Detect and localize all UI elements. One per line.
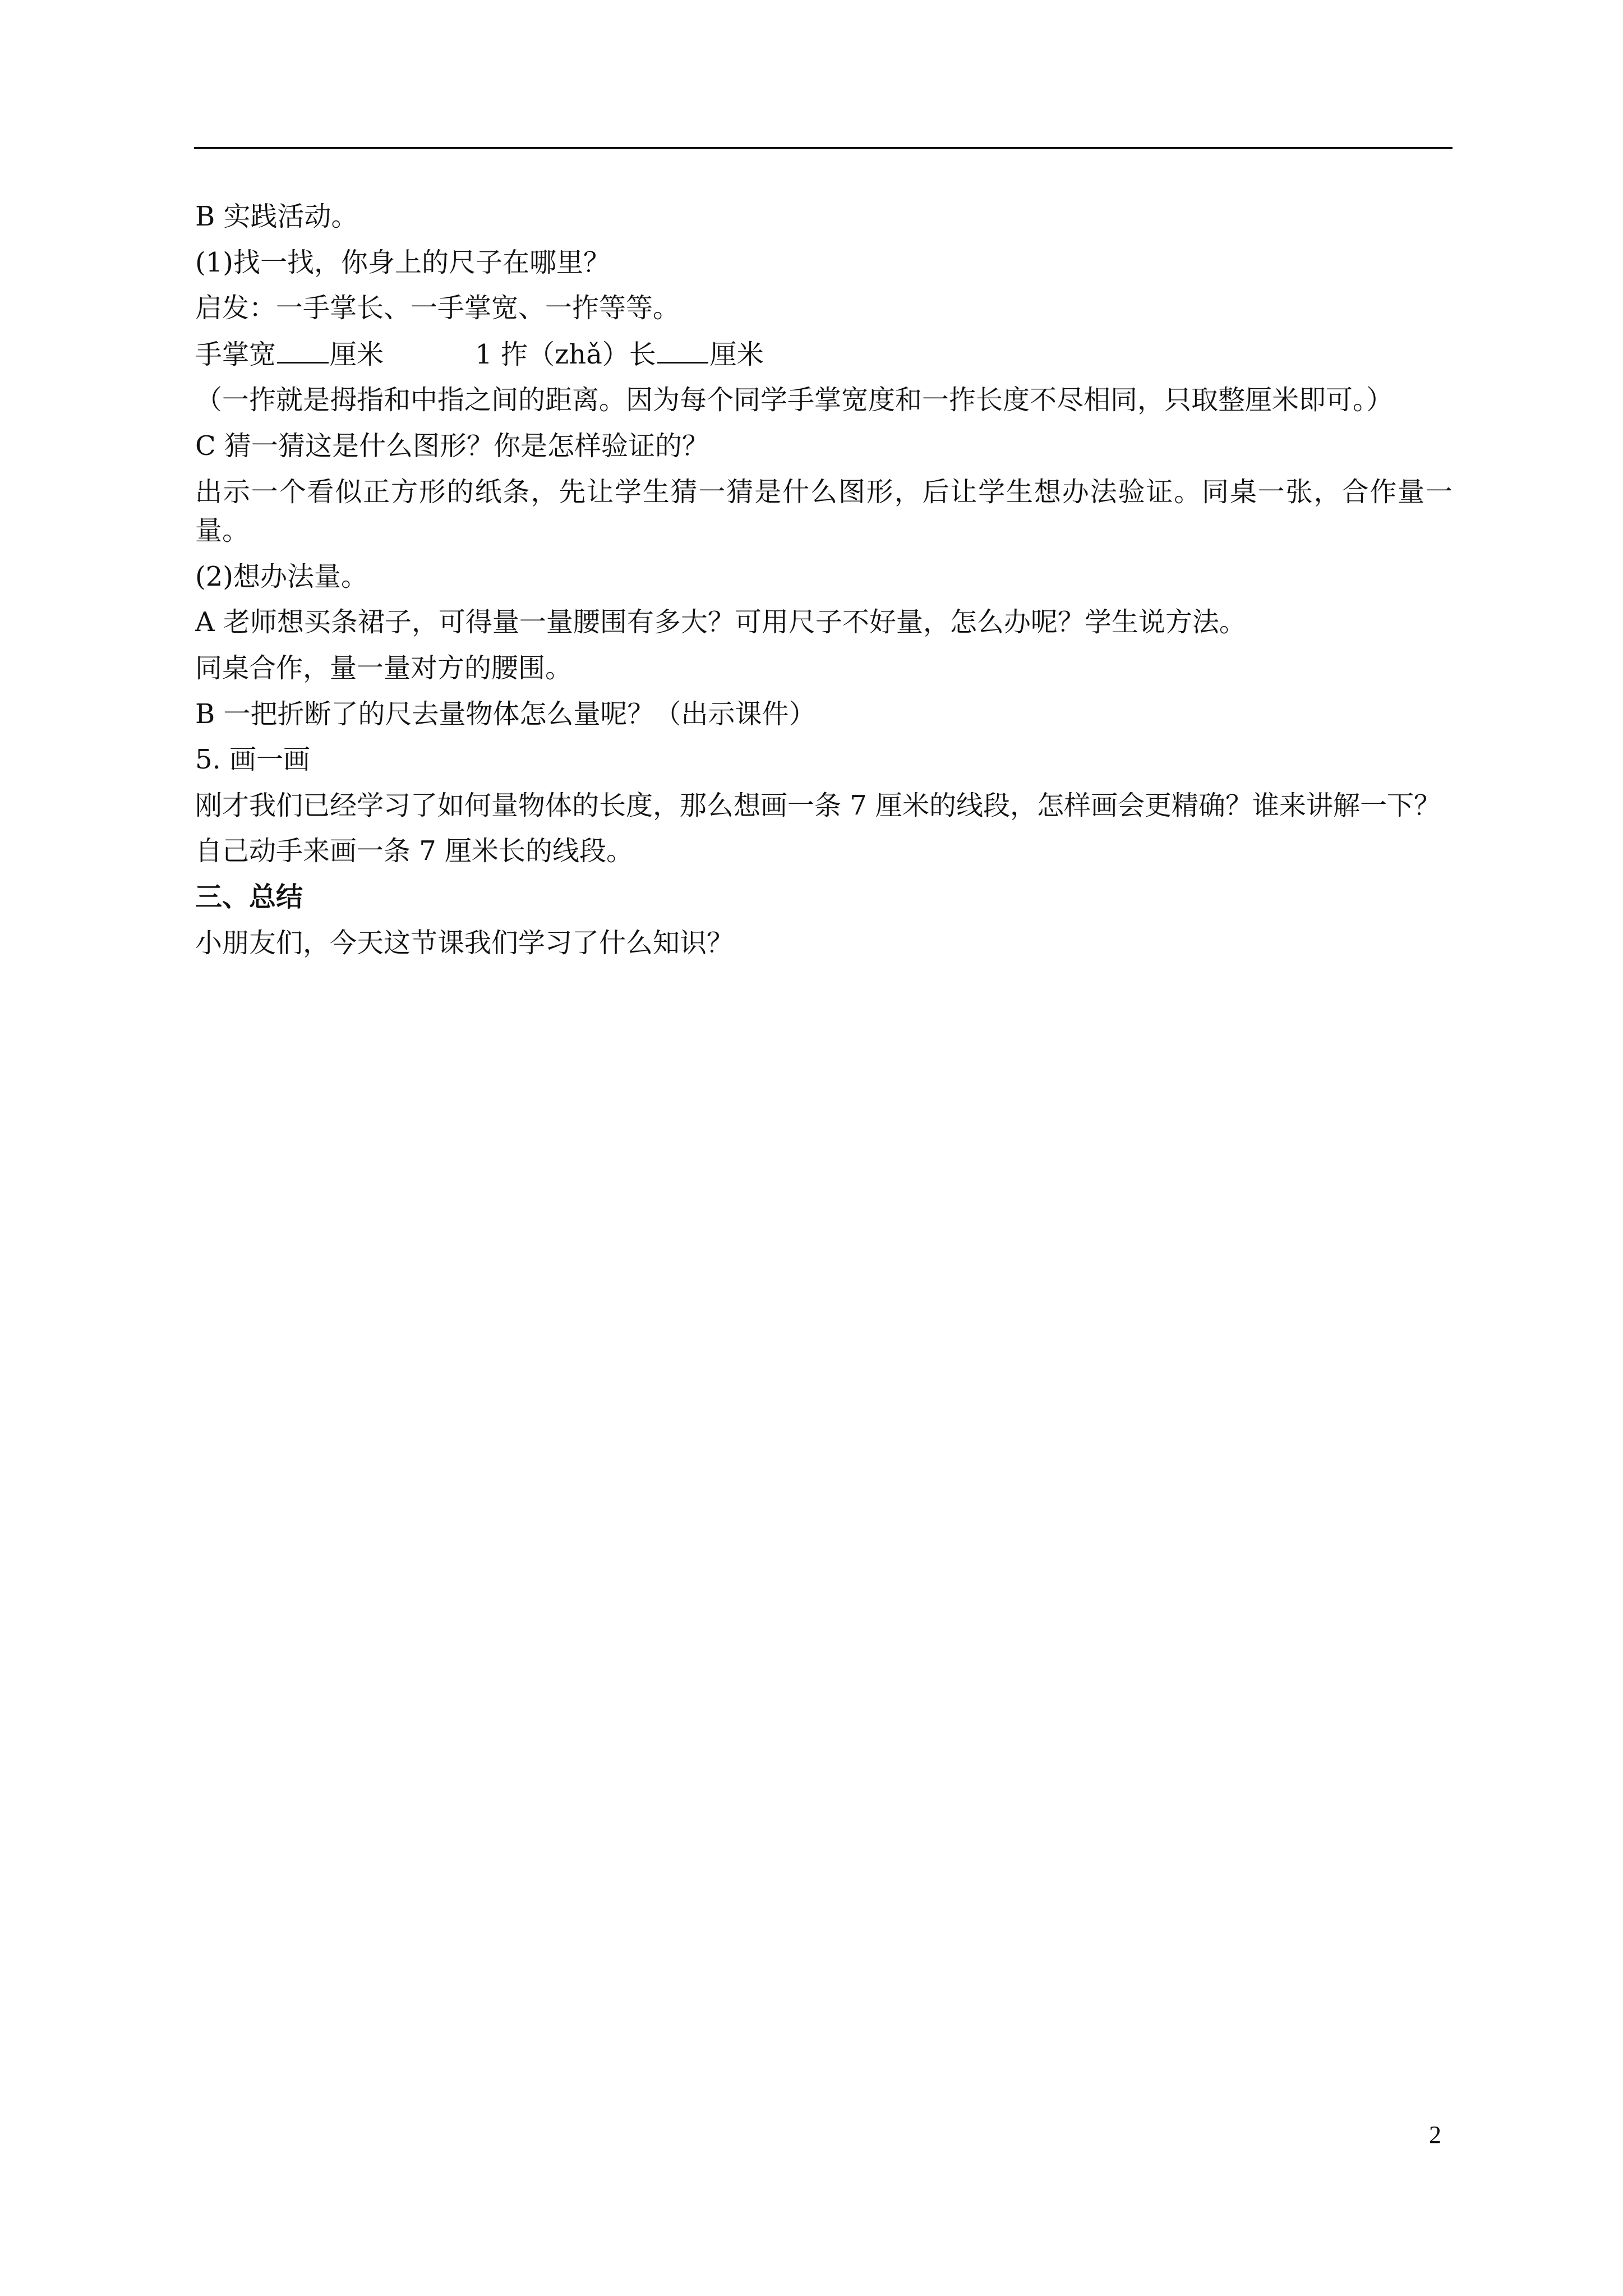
question-find-ruler: (1)找一找，你身上的尺子在哪里？	[195, 246, 610, 278]
document-body	[195, 197, 1453, 969]
draw-task: 自己动手来画一条 7 厘米长的线段。	[195, 835, 634, 867]
guess-shape-prompt: C 猜一猜这是什么图形？你是怎样验证的？	[195, 430, 709, 462]
summary-heading: 三、总结	[195, 881, 303, 913]
draw-section-heading: 5. 画一画	[195, 744, 311, 776]
header-rule	[194, 147, 1453, 149]
summary-question: 小朋友们，今天这节课我们学习了什么知识？	[195, 927, 734, 959]
draw-intro: 刚才我们已经学习了如何量物体的长度，那么想画一条 7 厘米的线段，怎样画会更精确？谁来讲解一下？	[195, 789, 1441, 821]
broken-ruler-problem: B 一把折断了的尺去量物体怎么量呢？（出示课件）	[195, 698, 816, 730]
page-number: 2	[1429, 2121, 1441, 2148]
fill-in-line	[195, 335, 1453, 375]
span-note: （一拃就是拇指和中指之间的距离。因为每个同学手掌宽度和一拃长度不尽相同，只取整厘米即可。）	[195, 384, 1394, 416]
skirt-waist-problem: A 老师想买条裙子，可得量一量腰围有多大？可用尺子不好量，怎么办呢？学生说方法。	[195, 606, 1246, 638]
unit-cm-1: 厘米	[329, 338, 384, 370]
practice-heading: B 实践活动。	[195, 201, 358, 232]
blank-hand-width	[277, 335, 328, 364]
show-paper-strip: 出示一个看似正方形的纸条，先让学生猜一猜是什么图形，后让学生想办法验证。同桌一张，合作量一量。	[195, 476, 1453, 547]
question-measure-methods: (2)想办法量。	[195, 560, 368, 592]
partner-measure: 同桌合作，量一量对方的腰围。	[195, 652, 573, 684]
hand-width-label: 手掌宽	[195, 338, 276, 370]
hint-text: 启发：一手掌长、一手掌宽、一拃等等。	[195, 292, 680, 324]
blank-span-length	[657, 335, 708, 364]
unit-cm-2: 厘米	[709, 338, 764, 370]
span-label: 1 拃（zhǎ）长	[475, 338, 656, 370]
